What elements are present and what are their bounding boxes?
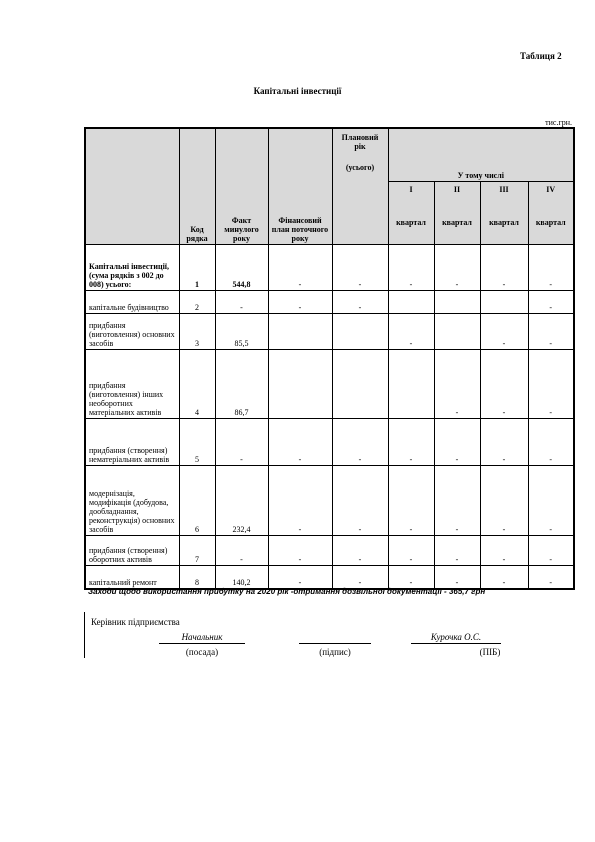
row-q3: - xyxy=(480,245,528,291)
row-q4: - xyxy=(528,314,574,350)
row-code: 1 xyxy=(179,245,215,291)
table-row xyxy=(85,350,574,419)
profit-note: Заходи щодо використання прибутку на 2020 рік -отримання дозвільної документації - 365,7 грн xyxy=(88,587,486,596)
table-row xyxy=(85,466,574,536)
name-label: (ПІБ) xyxy=(479,647,501,657)
row-code: 2 xyxy=(179,291,215,314)
row-code: 5 xyxy=(179,419,215,466)
row-fact: - xyxy=(215,419,268,466)
row-annual: - xyxy=(332,245,388,291)
row-q1: - xyxy=(388,466,434,536)
row-annual: - xyxy=(332,466,388,536)
row-name: капітальний ремонт xyxy=(85,566,179,589)
row-q2: - xyxy=(434,536,480,566)
header-q3-num: III xyxy=(499,185,509,194)
row-plan: - xyxy=(268,291,332,314)
row-q4: - xyxy=(528,566,574,589)
row-fact: 85,5 xyxy=(215,314,268,350)
header-q3 xyxy=(480,182,528,245)
header-annual xyxy=(332,128,388,245)
row-q3: - xyxy=(480,566,528,589)
row-code: 6 xyxy=(179,466,215,536)
row-q1: - xyxy=(388,314,434,350)
row-plan: - xyxy=(268,419,332,466)
row-plan: - xyxy=(268,536,332,566)
row-code: 3 xyxy=(179,314,215,350)
row-name: капітальне будівництво xyxy=(85,291,179,314)
row-name: придбання (виготовлення) основних засобів xyxy=(85,314,179,350)
row-annual: - xyxy=(332,566,388,589)
header-q2-word: квартал xyxy=(442,218,472,227)
row-q2: - xyxy=(434,466,480,536)
row-plan xyxy=(268,350,332,419)
row-name: придбання (виготовлення) інших необоротних матеріальних активів xyxy=(85,350,179,419)
row-plan: - xyxy=(268,566,332,589)
header-q4 xyxy=(528,182,574,245)
table-row xyxy=(85,291,574,314)
row-q1: - xyxy=(388,245,434,291)
name-line xyxy=(411,632,501,644)
row-annual: - xyxy=(332,419,388,466)
position-line xyxy=(159,632,245,644)
row-q1: - xyxy=(388,566,434,589)
signature-line xyxy=(299,632,371,644)
row-q1 xyxy=(388,291,434,314)
row-annual: - xyxy=(332,291,388,314)
row-q3 xyxy=(480,291,528,314)
row-fact: - xyxy=(215,536,268,566)
row-fact: - xyxy=(215,291,268,314)
row-q1: - xyxy=(388,536,434,566)
row-q1: - xyxy=(388,419,434,466)
header-q4-word: квартал xyxy=(535,218,566,227)
table-row xyxy=(85,245,574,291)
row-q4: - xyxy=(528,245,574,291)
header-group xyxy=(388,128,574,171)
name-value: Курочка О.С. xyxy=(430,632,482,642)
row-q4: - xyxy=(528,291,574,314)
row-name: придбання (створення) оборотних активів xyxy=(85,536,179,566)
row-code: 7 xyxy=(179,536,215,566)
row-code: 4 xyxy=(179,350,215,419)
header-q3-word: квартал xyxy=(489,218,519,227)
position-value: Начальник xyxy=(181,632,223,642)
row-q4: - xyxy=(528,536,574,566)
row-annual: - xyxy=(332,536,388,566)
row-plan: - xyxy=(268,245,332,291)
row-name: Капітальні інвестиції, (сума рядків з 002 до 008) усього: xyxy=(85,245,179,291)
signature-label: (підпис) xyxy=(319,647,351,657)
row-q1 xyxy=(388,350,434,419)
header-q1-word: квартал xyxy=(396,218,426,227)
document-title: Капітальні інвестиції xyxy=(253,86,342,96)
row-name: придбання (створення) нематеріальних активів xyxy=(85,419,179,466)
row-q4: - xyxy=(528,419,574,466)
row-q2: - xyxy=(434,350,480,419)
table-row xyxy=(85,536,574,566)
signature-block xyxy=(84,612,576,658)
row-q2: - xyxy=(434,566,480,589)
row-fact: 86,7 xyxy=(215,350,268,419)
table-row xyxy=(85,566,574,589)
row-q3: - xyxy=(480,536,528,566)
header-q2 xyxy=(434,182,480,245)
row-q2: - xyxy=(434,419,480,466)
row-q3: - xyxy=(480,419,528,466)
row-plan: - xyxy=(268,466,332,536)
row-q4: - xyxy=(528,466,574,536)
row-q3: - xyxy=(480,314,528,350)
table-row xyxy=(85,419,574,466)
row-q4: - xyxy=(528,350,574,419)
header-plan: Фінансовий план поточного року xyxy=(268,128,332,245)
row-fact: 232,4 xyxy=(215,466,268,536)
header-annual-bottom: (усього) xyxy=(345,163,375,172)
signature-caption: Керівник підприємства xyxy=(91,617,180,627)
row-plan xyxy=(268,314,332,350)
row-annual xyxy=(332,350,388,419)
header-name xyxy=(85,128,179,245)
table-number: Таблиця 2 xyxy=(520,51,562,61)
header-q4-num: IV xyxy=(546,185,556,194)
row-fact: 140,2 xyxy=(215,566,268,589)
header-fact: Факт минулого року xyxy=(215,128,268,245)
row-name: модернізація, модифікація (добудова, дообладнання, реконструкція) основних засобів xyxy=(85,466,179,536)
position-label: (посада) xyxy=(185,647,219,657)
row-q3: - xyxy=(480,466,528,536)
investments-table xyxy=(84,127,575,590)
header-q1-num: I xyxy=(409,185,413,194)
row-q2: - xyxy=(434,245,480,291)
row-q2 xyxy=(434,314,480,350)
header-q2-num: II xyxy=(453,185,461,194)
header-q1 xyxy=(388,182,434,245)
header-group-label: У тому числі xyxy=(388,171,574,182)
units-label: тис.грн. xyxy=(545,118,572,127)
row-fact: 544,8 xyxy=(215,245,268,291)
row-q2 xyxy=(434,291,480,314)
row-q3: - xyxy=(480,350,528,419)
row-annual xyxy=(332,314,388,350)
header-code: Код рядка xyxy=(179,128,215,245)
row-code: 8 xyxy=(179,566,215,589)
header-annual-top: Плановий рік xyxy=(341,133,379,151)
table-row xyxy=(85,314,574,350)
